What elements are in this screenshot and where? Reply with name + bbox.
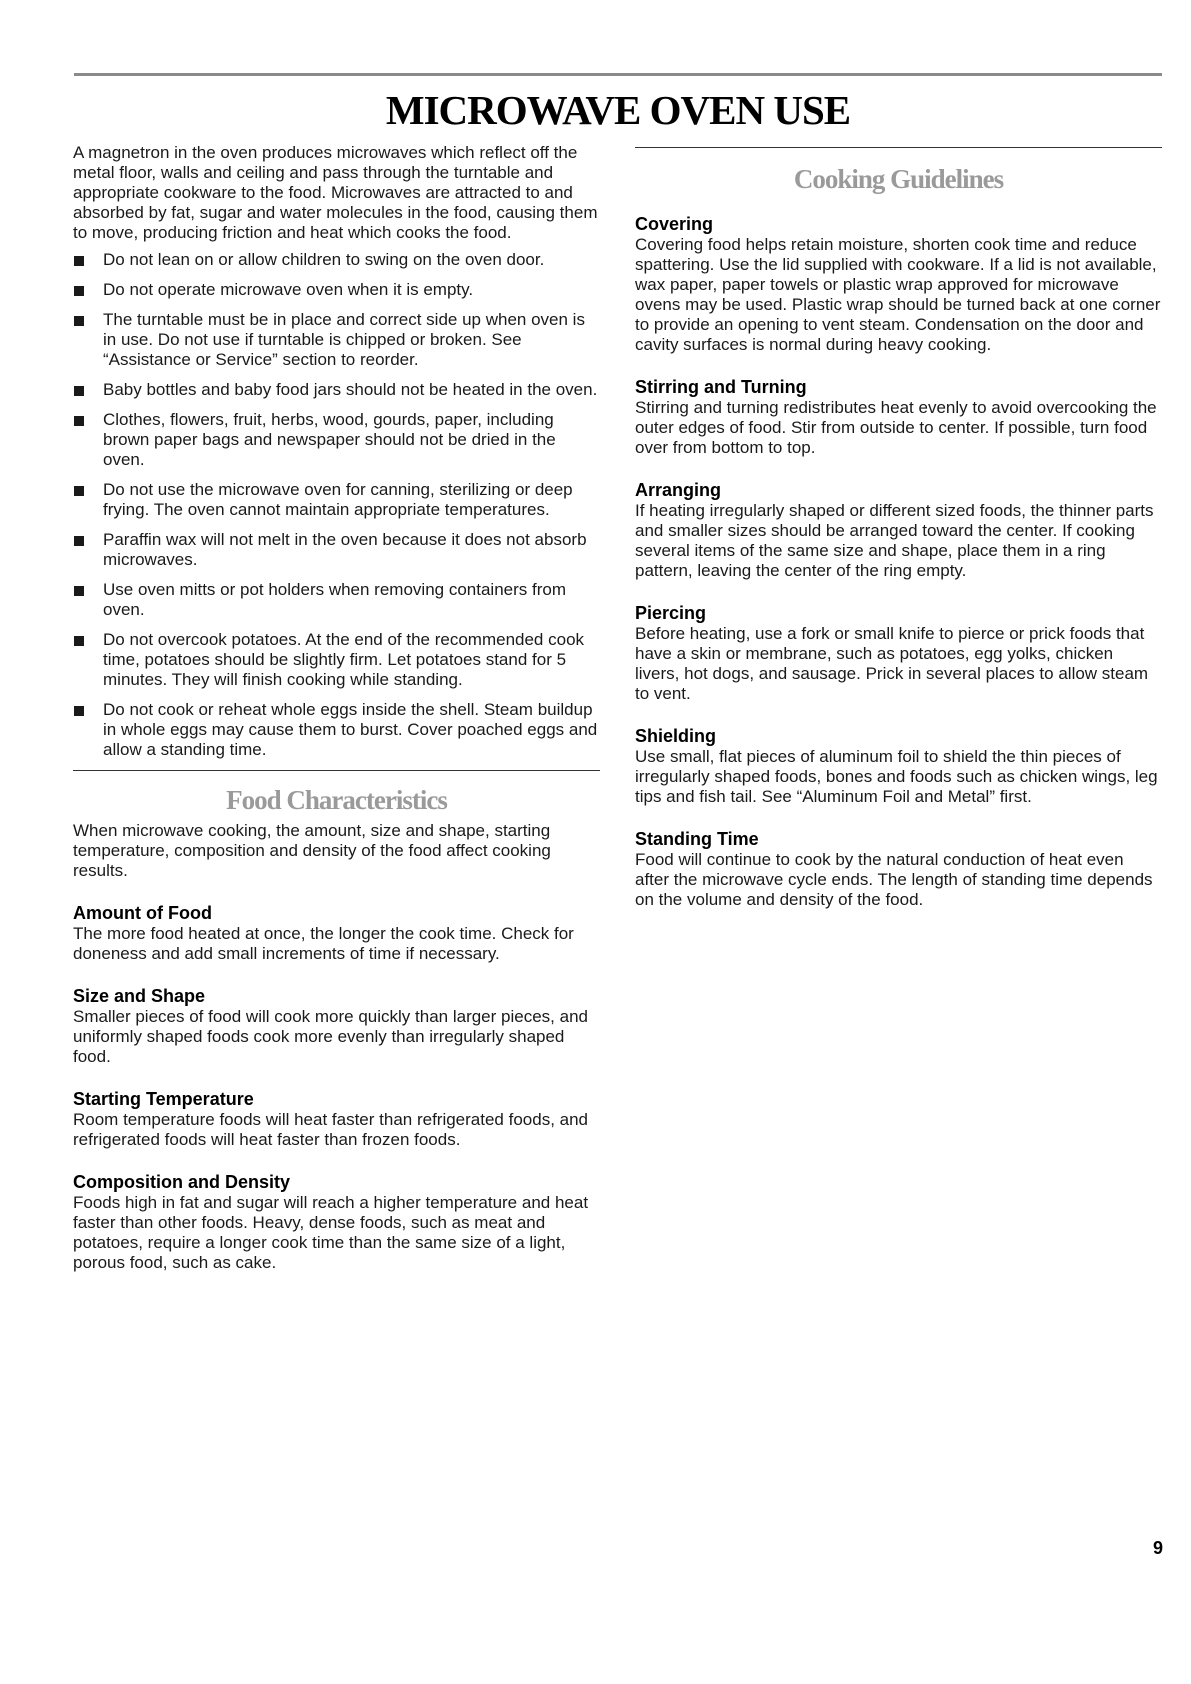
square-bullet-icon (74, 286, 84, 296)
square-bullet-icon (74, 386, 84, 396)
square-bullet-icon (74, 256, 84, 266)
cooking-guidelines-topics (635, 213, 1162, 910)
food-characteristics-topics (73, 902, 600, 1273)
square-bullet-icon (74, 586, 84, 596)
bullet-item: Do not use the microwave oven for canning, sterilizing or deep frying. The oven cannot maintain appropriate temperatures. (73, 480, 600, 520)
square-bullet-icon (74, 486, 84, 496)
cooking-guidelines-title: Cooking Guidelines (793, 164, 1004, 194)
bullet-item: Do not lean on or allow children to swing on the oven door. (73, 250, 600, 270)
bullet-item: Baby bottles and baby food jars should not be heated in the oven. (73, 380, 600, 400)
topic-standing-time: Standing Time Food will continue to cook by the natural conduction of heat even after the microwave cycle ends. The length of standing time depends on the volume and density of the food. (635, 829, 1153, 909)
bullet-item: The turntable must be in place and correct side up when oven is in use. Do not use if turntable is chipped or broken. See “Assistance or Service” section to reorder. (73, 310, 600, 370)
intro-paragraph: A magnetron in the oven produces microwaves which reflect off the metal floor, walls and ceiling and pass through the turntable and appropriate cookware to the food. Microwaves are attracted to and absorbed by fat, sugar and water molecules in the food, causing them to move, producing friction and heat which cooks the food. (73, 143, 598, 242)
topic-stirring-and-turning: Stirring and Turning Stirring and turning redistributes heat evenly to avoid overcooking the outer edges of food. Stir from outside to center. If possible, turn food over from bottom to top. (635, 377, 1157, 457)
topic-arranging: Arranging If heating irregularly shaped or different sized foods, the thinner parts and smaller sizes should be arranged toward the center. If cooking several items of the same size and shape, place them in a ring pattern, leaving the center of the ring empty. (635, 480, 1154, 580)
page-number: 9 (1152, 1538, 1163, 1558)
topic-piercing: Piercing Before heating, use a fork or small knife to pierce or prick foods that have a skin or membrane, such as potatoes, egg yolks, chicken livers, hot dogs, and sausage. Prick in several places to allow steam to vent. (635, 603, 1149, 703)
square-bullet-icon (74, 316, 84, 326)
right-column (635, 140, 1162, 910)
bullet-item: Use oven mitts or pot holders when removing containers from oven. (73, 580, 600, 620)
food-characteristics-title: Food Characteristics (226, 785, 447, 815)
left-column (73, 143, 600, 1273)
topic-shielding: Shielding Use small, flat pieces of aluminum foil to shield the thin pieces of irregularly shaped foods, bones and foods such as chicken wings, leg tips and fish tail. See “Aluminum Foil and Metal” first. (635, 726, 1158, 806)
topic-covering: Covering Covering food helps retain moisture, shorten cook time and reduce spattering. Use the lid supplied with cookware. If a lid is not available, wax paper, paper towels or plastic wrap approved for microwave ovens may be used. Plastic wrap should be turned back at one corner to provide an opening to vent steam. Condensation on the door and cavity surfaces is normal during heavy cooking. (635, 214, 1161, 354)
section-divider (73, 770, 600, 771)
section-divider (635, 147, 1162, 148)
square-bullet-icon (74, 536, 84, 546)
square-bullet-icon (74, 416, 84, 426)
square-bullet-icon (74, 636, 84, 646)
safety-bullet-list (73, 250, 600, 760)
topic-starting-temperature: Starting Temperature Room temperature foods will heat faster than refrigerated foods, and refrigerated foods will heat faster than frozen foods. (73, 1089, 589, 1149)
page-title: MICROWAVE OVEN USE (385, 87, 851, 133)
bullet-item: Clothes, flowers, fruit, herbs, wood, gourds, paper, including brown paper bags and newspaper should not be dried in the oven. (73, 410, 600, 470)
food-characteristics-intro: When microwave cooking, the amount, size and shape, starting temperature, composition and density of the food affect cooking results. (73, 821, 551, 880)
bullet-item: Do not overcook potatoes. At the end of the recommended cook time, potatoes should be slightly firm. Let potatoes stand for 5 minutes. They will finish cooking while standing. (73, 630, 600, 690)
topic-composition-and-density: Composition and Density Foods high in fat and sugar will reach a higher temperature and heat faster than other foods. Heavy, dense foods, such as meat and potatoes, require a longer cook time than the same size of a light, porous food, such as cake. (73, 1172, 589, 1272)
topic-amount-of-food: Amount of Food The more food heated at once, the longer the cook time. Check for doneness and add small increments of time if necessary. (73, 903, 574, 963)
square-bullet-icon (74, 706, 84, 716)
bullet-item: Paraffin wax will not melt in the oven because it does not absorb microwaves. (73, 530, 600, 570)
top-rule (74, 73, 1162, 76)
bullet-item: Do not operate microwave oven when it is empty. (73, 280, 600, 300)
topic-size-and-shape: Size and Shape Smaller pieces of food will cook more quickly than larger pieces, and uniformly shaped foods cook more evenly than irregularly shaped food. (73, 986, 588, 1066)
bullet-item: Do not cook or reheat whole eggs inside the shell. Steam buildup in whole eggs may cause them to burst. Cover poached eggs and allow a standing time. (73, 700, 600, 760)
